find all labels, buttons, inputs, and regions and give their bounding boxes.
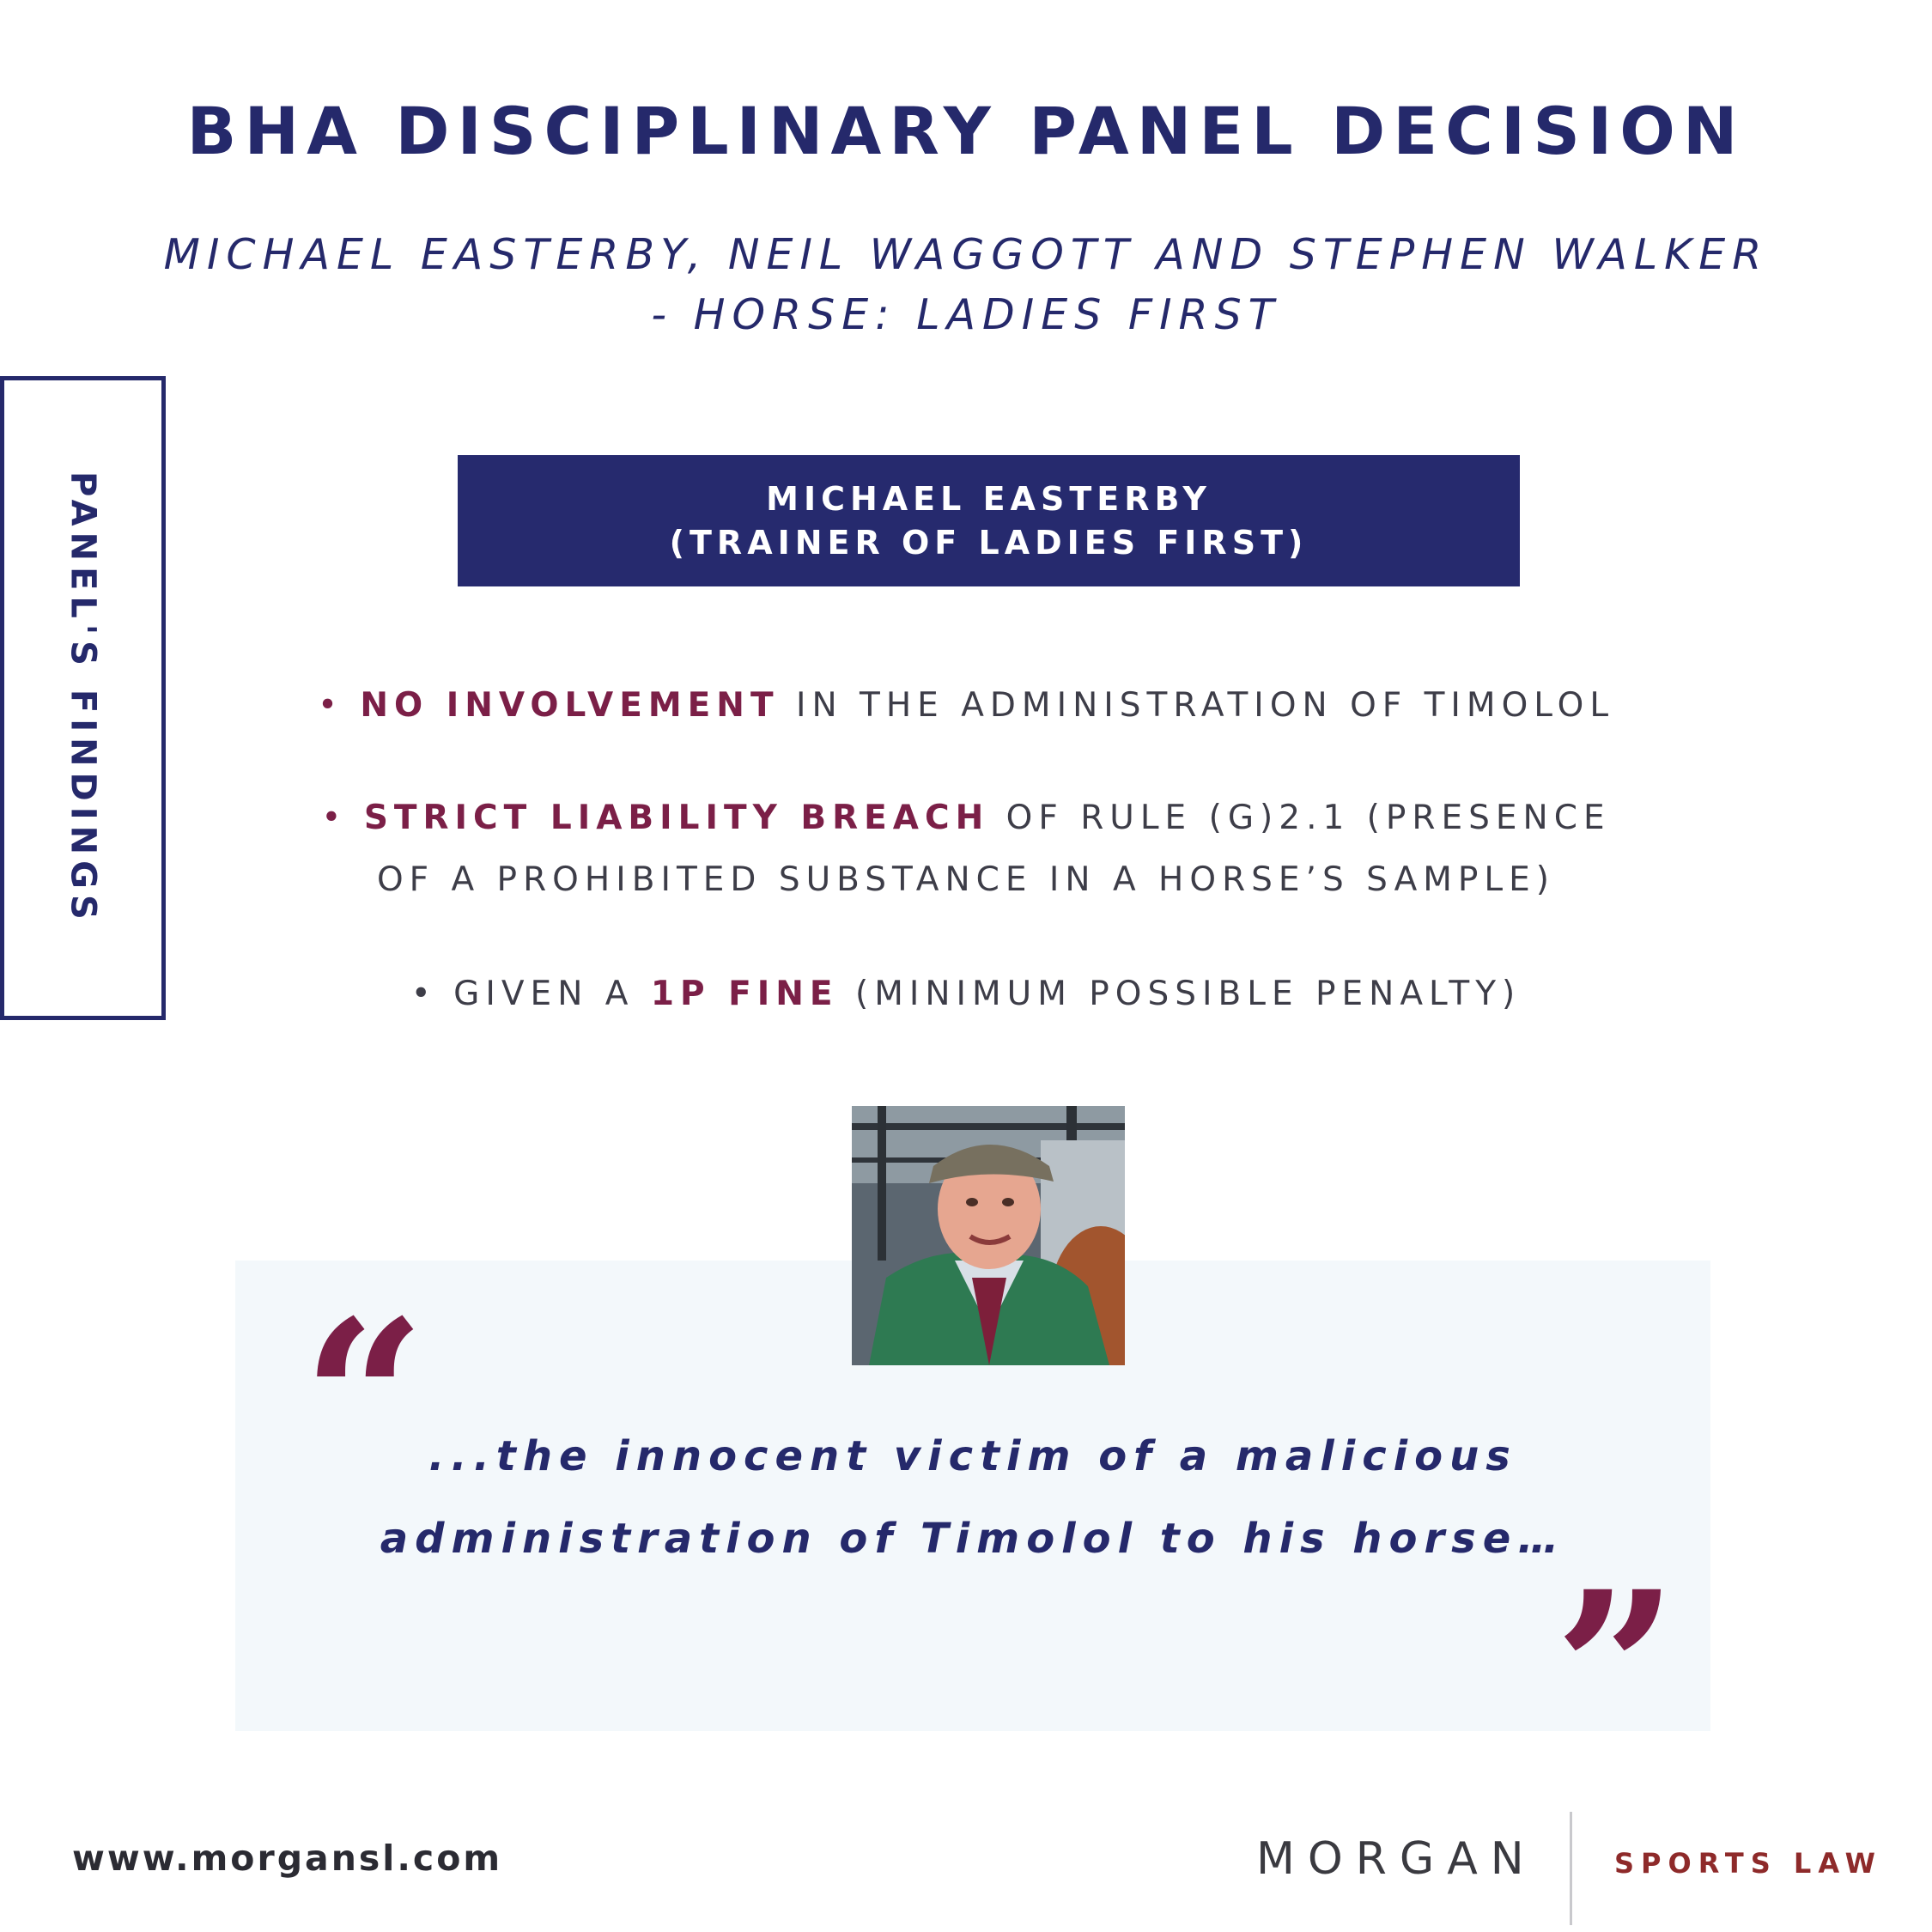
brand-logo-morgan: MORGAN: [1256, 1833, 1537, 1885]
finding-highlight: 1P FINE: [650, 975, 839, 1013]
finding-text: OF RULE (G)2.1 (PRESENCE: [989, 799, 1611, 837]
brand-logo-sports-law: SPORTS LAW: [1614, 1847, 1882, 1880]
finding-text: (MINIMUM POSSIBLE PENALTY): [838, 975, 1522, 1013]
finding-penalty: [0, 963, 1932, 1025]
subtitle-horse: - HORSE: LADIES FIRST: [651, 290, 1281, 339]
finding-no-involvement: [0, 675, 1932, 737]
finding-highlight: NO INVOLVEMENT: [360, 686, 780, 725]
page-title: BHA DISCIPLINARY PANEL DECISION: [186, 93, 1746, 169]
subject-banner: [458, 455, 1520, 586]
subject-name: MICHAEL EASTERBY: [766, 479, 1212, 518]
subject-role: (TRAINER OF LADIES FIRST): [669, 523, 1309, 562]
panel-findings-label: PANEL'S FINDINGS: [63, 471, 103, 926]
finding-text: IN THE ADMINISTRATION OF TIMOLOL: [779, 686, 1615, 725]
pull-quote: [235, 1415, 1710, 1580]
finding-text-line2: OF A PROHIBITED SUBSTANCE IN A HORSE’S SAMPLE): [376, 860, 1556, 899]
finding-strict-liability: [0, 787, 1932, 911]
website-link[interactable]: www.morgansl.com: [72, 1838, 503, 1879]
close-quote-icon: ”: [1554, 1544, 1678, 1796]
brand-divider: [1570, 1812, 1572, 1925]
pull-quote-line2: administration of Timolol to his horse…: [380, 1515, 1566, 1563]
bullet-icon: •: [317, 686, 343, 725]
trainer-photo: [852, 1106, 1125, 1365]
pull-quote-line1: ...the innocent victim of a malicious: [428, 1432, 1517, 1480]
bullet-icon: •: [410, 975, 437, 1013]
case-subtitle: [86, 225, 1846, 345]
trainer-portrait-image: [852, 1106, 1125, 1365]
open-quote-icon: “: [302, 1273, 426, 1525]
subtitle-parties: MICHAEL EASTERBY, NEIL WAGGOTT AND STEPHEN WALKER: [163, 230, 1769, 279]
bullet-icon: •: [321, 799, 348, 837]
finding-highlight: STRICT LIABILITY BREACH: [363, 799, 990, 837]
finding-text-before: GIVEN A: [436, 975, 651, 1013]
